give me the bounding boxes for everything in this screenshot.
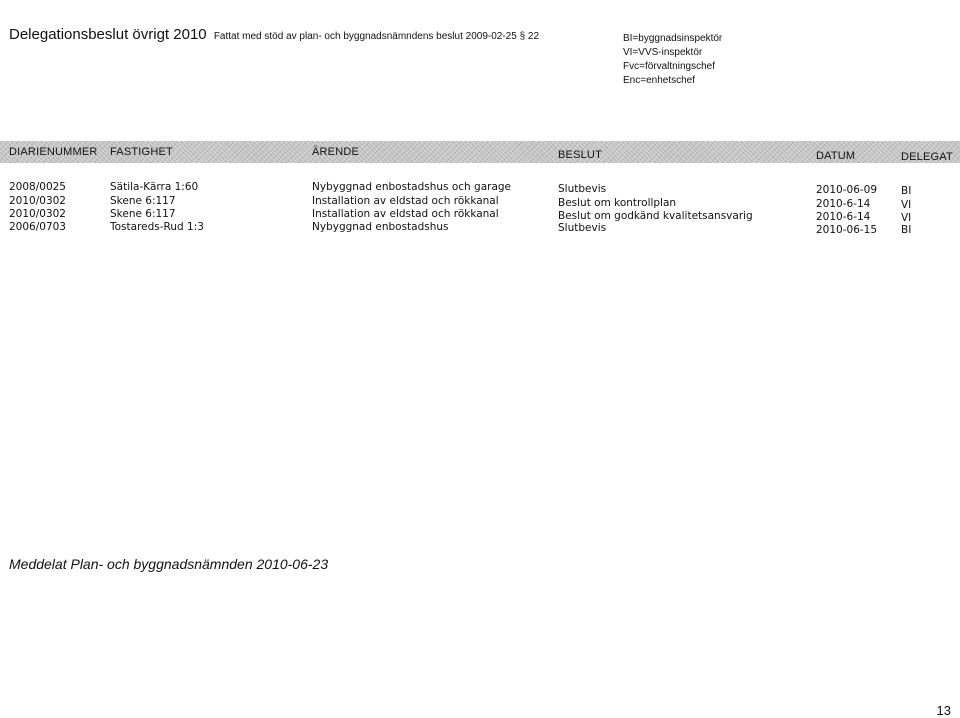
- cell-fastighet: Tostareds-Rud 1:3: [110, 221, 204, 233]
- cell-beslut: Slutbevis: [558, 222, 607, 234]
- cell-diarienummer: 2008/0025: [9, 181, 66, 193]
- cell-fastighet: Skene 6:117: [110, 208, 176, 220]
- header-delegat: DELEGAT: [901, 151, 953, 163]
- header-fastighet: FASTIGHET: [110, 146, 173, 158]
- legend-item-bi: BI=byggnadsinspektör: [623, 33, 723, 44]
- abbreviation-legend: [623, 32, 722, 88]
- document-title-text: Delegationsbeslut övrigt 2010: [9, 26, 207, 43]
- footer-note: Meddelat Plan- och byggnadsnämnden 2010-06-23: [9, 556, 329, 572]
- cell-delegat: BI: [901, 224, 912, 236]
- cell-datum: 2010-6-14: [816, 198, 871, 210]
- table-row: [0, 221, 960, 235]
- page-number: 13: [936, 703, 951, 718]
- cell-fastighet: Sätila-Kärra 1:60: [110, 181, 199, 193]
- cell-delegat: VI: [901, 199, 912, 211]
- document-title: [9, 26, 539, 43]
- cell-beslut: Slutbevis: [558, 183, 607, 195]
- cell-diarienummer: 2010/0302: [9, 208, 66, 220]
- document-subtitle: Fattat med stöd av plan- och byggnadsnämndens beslut 2009-02-25 § 22: [213, 31, 540, 42]
- legend-item-fvc: Fvc=förvaltningschef: [623, 61, 715, 72]
- legend-item-enc: Enc=enhetschef: [623, 75, 695, 86]
- cell-datum: 2010-6-14: [816, 211, 871, 223]
- cell-datum: 2010-06-09: [816, 184, 878, 196]
- header-datum: DATUM: [816, 150, 856, 162]
- table-row: [0, 208, 960, 222]
- cell-beslut: Beslut om kontrollplan: [558, 197, 677, 209]
- cell-delegat: BI: [901, 185, 912, 197]
- cell-arende: Installation av eldstad och rökkanal: [312, 208, 499, 220]
- table-row: [0, 195, 960, 209]
- header-diarienummer: DIARIENUMMER: [9, 146, 98, 158]
- cell-delegat: VI: [901, 212, 912, 224]
- cell-diarienummer: 2010/0302: [9, 195, 66, 207]
- cell-datum: 2010-06-15: [816, 224, 878, 236]
- cell-arende: Nybyggnad enbostadshus: [312, 221, 449, 233]
- cell-beslut: Beslut om godkänd kvalitetsansvarig: [558, 210, 753, 222]
- table-row: [0, 181, 960, 195]
- cell-diarienummer: 2006/0703: [9, 221, 66, 233]
- table-header: [0, 141, 960, 163]
- cell-arende: Nybyggnad enbostadshus och garage: [312, 181, 512, 193]
- legend-item-vi: VI=VVS-inspektör: [623, 47, 703, 58]
- cell-fastighet: Skene 6:117: [110, 195, 176, 207]
- header-arende: ÄRENDE: [312, 146, 360, 158]
- cell-arende: Installation av eldstad och rökkanal: [312, 195, 499, 207]
- header-beslut: BESLUT: [558, 149, 602, 161]
